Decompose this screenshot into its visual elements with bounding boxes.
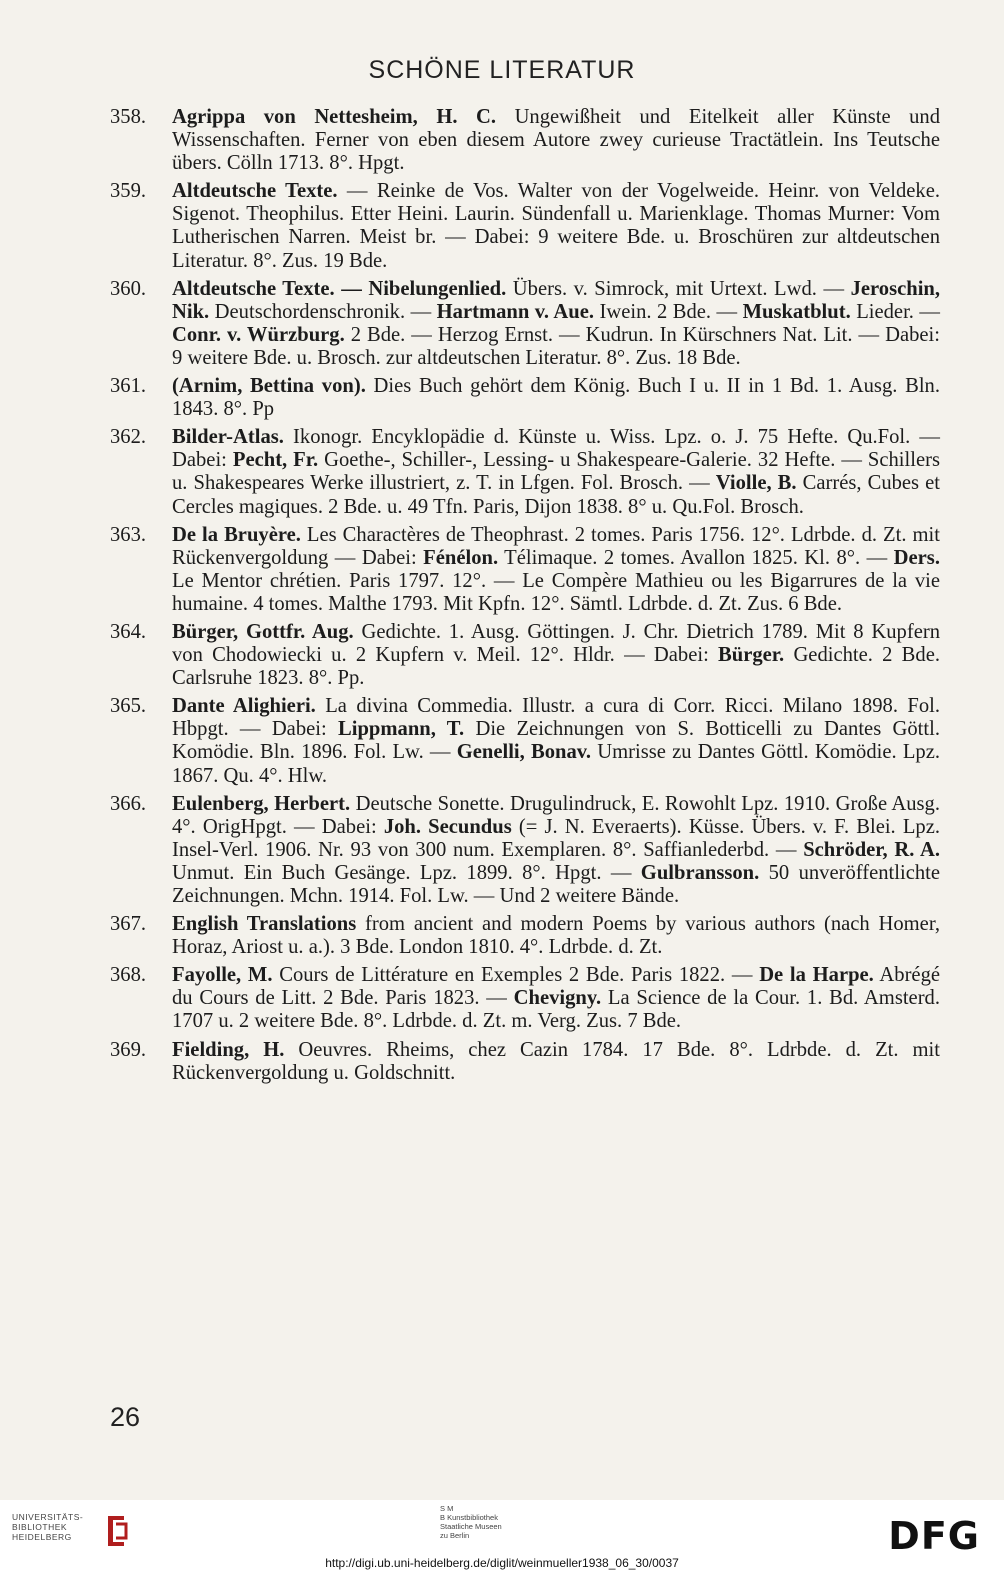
entry-text: Deutsche Sonette. Drugulindruck, E. Rowohlt Lpz. 1910. Große Ausg. 4°. OrigHpgt. — Dabei: [172, 792, 941, 838]
uni-line-1: UNIVERSITÄTS- [12, 1512, 84, 1522]
smb-line-1: B Kunstbibliothek [440, 1513, 498, 1522]
entry-author: Violle, B. [715, 472, 797, 495]
entry-text: Carrés, Cubes et Cercles magiques. 2 Bde. u. 49 Tfn. Paris, Dijon 1838. 8° u. Qu.Fol. Brosch. [172, 472, 940, 518]
entry-text: Ikonogr. Encyklopädie d. Künste u. Wiss. Lpz. o. J. 75 Hefte. Qu.Fol. — Dabei: [172, 426, 940, 472]
entry-author: (Arnim, Bettina von). [172, 375, 366, 398]
footer [0, 1500, 1004, 1580]
entry-text: La Science de la Cour. 1. Bd. Amsterd. 1707 u. 2 weitere Bde. 8°. Ldrbde. d. Zt. m. Verg. Zus. 7 Bde. [172, 987, 940, 1033]
entry-text: Le Mentor chrétien. Paris 1797. 12°. — Le Compère Mathieu ou les Bigarrures de la vie humaine. 4 tomes. Malthe 1793. Mit Kpfn. 12°. Sämtl. Ldrbde. d. Zt. Zus. 6 Bde. [172, 569, 940, 615]
page-number: 26 [110, 1402, 141, 1432]
entry-number: 361. [110, 375, 147, 398]
entry-text: Übers. v. Simrock, mit Urtext. Lwd. — [506, 277, 851, 300]
entry-list [110, 106, 940, 1090]
entry-author: Ders. [893, 546, 940, 569]
entry-text: Oeuvres. Rheims, chez Cazin 1784. 17 Bde. 8°. Ldrbde. d. Zt. mit Rückenvergoldung u. Goldschnitt. [172, 1038, 940, 1084]
catalog-entry [110, 793, 940, 908]
entry-text: Deutschordenschronik. — [209, 300, 437, 323]
entry-text: Lieder. — [850, 300, 940, 323]
catalog-entry [110, 524, 940, 616]
entry-author: Altdeutsche Texte. [172, 180, 338, 203]
entry-author: English Translations [172, 913, 357, 936]
entry-author: Fayolle, M. [172, 964, 273, 987]
entry-number: 367. [110, 913, 147, 936]
catalog-entry [110, 621, 940, 690]
source-url-link[interactable]: http://digi.ub.uni-heidelberg.de/diglit/weinmueller1938_06_30/0037 [325, 1556, 679, 1570]
entry-author: Fénélon. [423, 546, 499, 569]
entry-text: Ungewißheit und Eitelkeit aller Künste und Wissenschaften. Ferner von eben diesem Autore zwey curieuse Tractätlein. Ins Teutsche übers. Cölln 1713. 8°. Hpgt. [172, 106, 940, 175]
smb-mark: S M [440, 1504, 454, 1513]
catalog-entry [110, 695, 940, 787]
entry-text: La divina Commedia. Illustr. a cura di Corr. Ricci. Milano 1898. Fol. Hbpgt. — Dabei: [172, 695, 940, 741]
entry-number: 369. [110, 1038, 147, 1061]
entry-author: Schröder, R. A. [803, 838, 940, 861]
smb-logo [440, 1504, 570, 1540]
page-title: SCHÖNE LITERATUR [368, 56, 636, 84]
library-emblem-icon [102, 1512, 130, 1548]
catalog-entry [110, 180, 940, 272]
catalog-entry [110, 426, 940, 518]
entry-author: Bilder-Atlas. [172, 426, 284, 449]
entry-text: Iwein. 2 Bde. — [594, 300, 743, 323]
entry-number: 364. [110, 620, 147, 643]
entry-author: Conr. v. Würzburg. [172, 323, 345, 346]
catalog-entry [110, 913, 940, 959]
entry-text: (= J. N. Everaerts). Küsse. Übers. v. F. Blei. Lpz. Insel-Verl. 1906. Nr. 93 von 300 num. Exemplaren. 8°. Saffianlederbd. — [172, 815, 941, 861]
entry-author: Muskatblut. [742, 300, 851, 323]
uni-line-2: BIBLIOTHEK [12, 1522, 68, 1532]
entry-number: 366. [110, 792, 147, 815]
entry-text: Télimaque. 2 tomes. Avallon 1825. Kl. 8°. — [498, 546, 894, 569]
entry-number: 365. [110, 695, 147, 718]
entry-author: De la Harpe. [759, 964, 874, 987]
entry-text: 50 unveröffentlichte Zeichnungen. Mchn. 1914. Fol. Lw. — Und 2 weitere Bände. [172, 861, 941, 907]
entry-text: Umrisse zu Dantes Göttl. Komödie. Lpz. 1867. Qu. 4°. Hlw. [172, 741, 940, 787]
catalog-entry [110, 964, 940, 1033]
entry-text: Unmut. Ein Buch Gesänge. Lpz. 1899. 8°. Hpgt. — [172, 861, 641, 884]
entry-author: Altdeutsche Texte. — Nibelungenlied. [172, 277, 507, 300]
entry-text: Goethe-, Schiller-, Lessing- u Shakespeare-Galerie. 32 Hefte. — Schillers u. Shakespeares Werke illustriert, z. T. in Lfgen. Fol. Brosch. — [172, 449, 940, 495]
entry-author: Lippmann, T. [338, 718, 465, 741]
entry-number: 359. [110, 180, 147, 203]
entry-author: Hartmann v. Aue. [436, 300, 595, 323]
entry-author: Eulenberg, Herbert. [172, 792, 351, 815]
entry-number: 368. [110, 964, 147, 987]
entry-number: 362. [110, 426, 147, 449]
heidelberg-library-logo [12, 1512, 132, 1548]
entry-author: Jeroschin, Nik. [172, 277, 941, 323]
entry-author: Genelli, Bonav. [456, 741, 592, 764]
catalog-entry [110, 278, 940, 370]
entry-text: — Reinke de Vos. Walter von der Vogelweide. Heinr. von Veldeke. Sigenot. Theophilus. Etter Heini. Laurin. Sündenfall u. Marienklage. Thomas Murner: Vom Lutherischen Narren. Meist br. — Dabei: 9 weitere Bde. u. Broschüren zur altdeutschen Literatur. 8°. Zus. 19 Bde. [172, 180, 941, 272]
entry-text: Die Zeichnungen von S. Botticelli zu Dantes Göttl. Komödie. Bln. 1896. Fol. Lw. — [172, 718, 940, 764]
uni-line-3: HEIDELBERG [12, 1532, 72, 1542]
entry-author: Bürger. [718, 644, 785, 667]
catalog-entry [110, 1039, 940, 1085]
entry-text: Les Charactères de Theophrast. 2 tomes. Paris 1756. 12°. Ldrbde. d. Zt. mit Rückenvergoldung — Dabei: [172, 523, 940, 569]
entry-author: Dante Alighieri. [172, 695, 316, 718]
smb-line-3: zu Berlin [440, 1531, 470, 1540]
entry-author: Gulbransson. [640, 861, 760, 884]
catalog-entry [110, 375, 940, 421]
entry-text: Cours de Littérature en Exemples 2 Bde. Paris 1822. — [272, 964, 760, 987]
entry-text: Gedichte. 2 Bde. Carlsruhe 1823. 8°. Pp. [172, 644, 941, 690]
entry-author: Fielding, H. [172, 1038, 285, 1061]
entry-text: Gedichte. 1. Ausg. Göttingen. J. Chr. Dietrich 1789. Mit 8 Kupfern von Chodowiecki u. 2 Kupfern v. Meil. 12°. Hldr. — Dabei: [172, 620, 941, 667]
entry-number: 360. [110, 277, 147, 300]
entry-text: 2 Bde. — Herzog Ernst. — Kudrun. In Kürschners Nat. Lit. — Dabei: 9 weitere Bde. u. Brosch. zur altdeutschen Literatur. 8°. Zus. 18 Bde. [172, 323, 940, 369]
entry-author: Chevigny. [513, 987, 602, 1010]
entry-author: Bürger, Gottfr. Aug. [172, 620, 354, 643]
entry-number: 358. [110, 106, 147, 128]
entry-author: Pecht, Fr. [232, 449, 319, 472]
catalog-entry [110, 106, 940, 175]
entry-text: Dies Buch gehört dem König. Buch I u. II in 1 Bd. 1. Ausg. Bln. 1843. 8°. Pp [172, 375, 940, 421]
entry-text: Abrégé du Cours de Litt. 2 Bde. Paris 1823. — [172, 964, 941, 1010]
dfg-logo: DFG [888, 1514, 980, 1558]
entry-number: 363. [110, 523, 147, 546]
entry-author: Joh. Secundus [383, 815, 512, 838]
smb-line-2: Staatliche Museen [440, 1522, 502, 1531]
entry-text: from ancient and modern Poems by various authors (nach Homer, Horaz, Ariost u. a.). 3 Bde. London 1810. 4°. Ldrbde. d. Zt. [172, 913, 940, 959]
entry-author: Agrippa von Nettesheim, H. C. [172, 106, 497, 128]
entry-author: De la Bruyère. [172, 523, 301, 546]
